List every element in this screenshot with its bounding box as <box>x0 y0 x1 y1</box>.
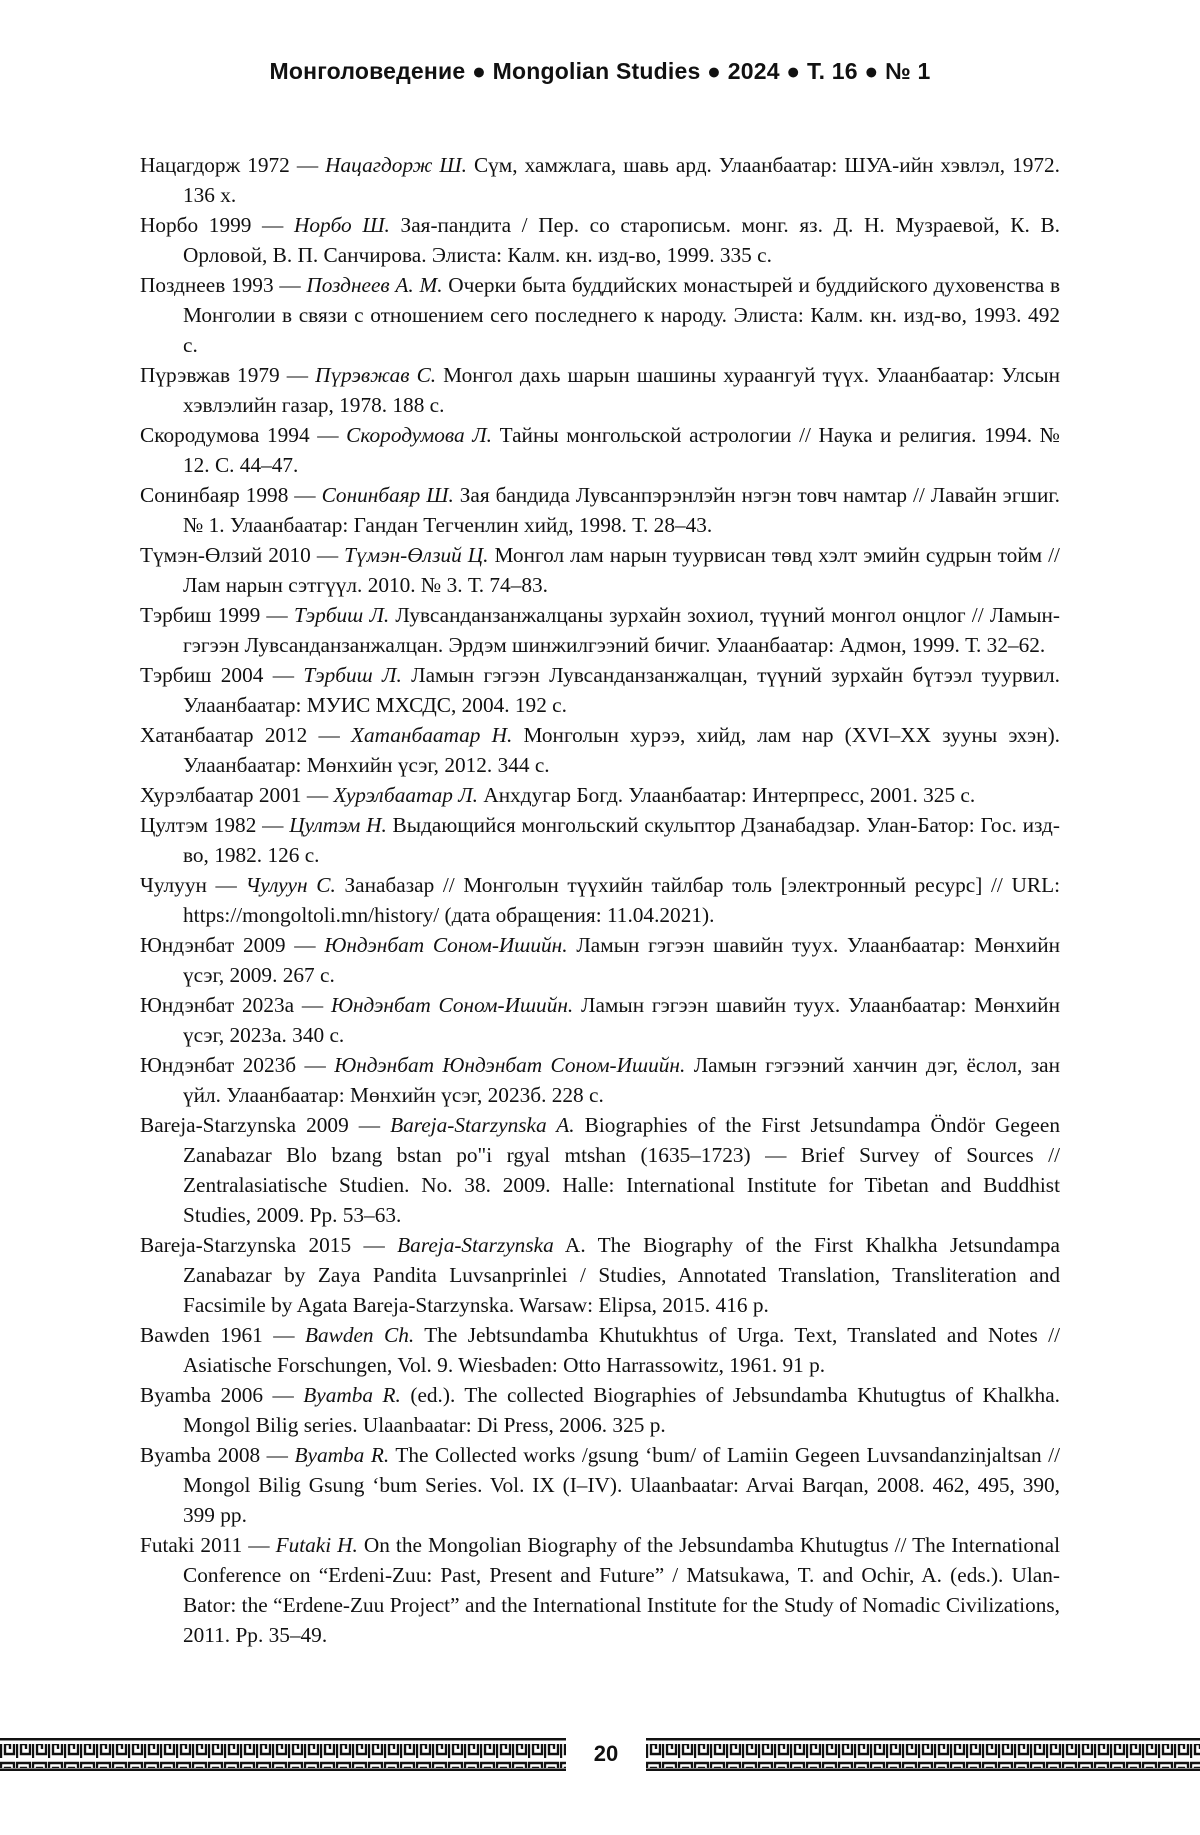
reference-author: Тэрбиш Л. <box>303 663 402 687</box>
reference-key: Bareja-Starzynska 2015 — <box>140 1233 398 1257</box>
reference-text: Ламын гэгээн Лувсанданзанжалцан, түүний зурхайн бүтээл туурвил. Улаанбаатар: МУИС МХСДС, 2004. 192 с. <box>183 663 1061 717</box>
reference-text: Ламын гэгээний ханчин дэг, ёслол, зан үйл. Улаанбаатар: Мөнхийн үсэг, 2023б. 228 с. <box>183 1053 1060 1107</box>
reference-list <box>140 150 1060 1650</box>
reference-author: Юндэнбат Юндэнбат Соном-Ишийн. <box>334 1053 686 1077</box>
reference-key: Пүрэвжав 1979 — <box>140 363 316 387</box>
reference-key: Норбо 1999 — <box>140 213 294 237</box>
reference-text: Тайны монгольской астрологии // Наука и религия. 1994. № 12. С. 44–47. <box>183 423 1060 477</box>
reference-author: Нацагдорж Ш. <box>325 153 467 177</box>
reference-entry <box>140 1320 1060 1380</box>
reference-author: Bawden Ch. <box>304 1323 415 1347</box>
reference-key: Юндэнбат 2009 — <box>140 933 325 957</box>
reference-text: The Collected works /gsung ‘bum/ of Lamiin Gegeen Luvsandanzinjaltsan // Mongol Bilig Gsung ‘bum Series. Vol. IX (I–IV). Ulaanbaatar: Arvai Barqan, 2008. 462, 495, 390, 399 pp. <box>183 1443 1060 1527</box>
reference-entry <box>140 210 1060 270</box>
reference-author: Цултэм Н. <box>289 813 387 837</box>
reference-entry <box>140 1380 1060 1440</box>
reference-text: Монголын хурээ, хийд, лам нар (XVI–XX зууны эхэн). Улаанбаатар: Мөнхийн үсэг, 2012. 344 с. <box>183 723 1060 777</box>
reference-text: Ламын гэгээн шавийн туух. Улаанбаатар: Мөнхийн үсэг, 2023а. 340 с. <box>183 993 1060 1047</box>
reference-entry <box>140 360 1060 420</box>
reference-author: Хатанбаатар Н. <box>350 723 513 747</box>
meander-border-right <box>646 1736 1200 1772</box>
reference-key: Цултэм 1982 — <box>140 813 290 837</box>
reference-key: Хурэлбаатар 2001 — <box>140 783 334 807</box>
reference-entry <box>140 1230 1060 1320</box>
running-head: Монголоведение ● Mongolian Studies ● 2024 ● Т. 16 ● № 1 <box>269 58 931 84</box>
reference-text: Зая-пандита / Пер. со старописьм. монг. яз. Д. Н. Музраевой, К. В. Орловой, В. П. Санчирова. Элиста: Калм. кн. изд-во, 1999. 335 с. <box>183 213 1060 267</box>
reference-entry <box>140 870 1060 930</box>
reference-entry <box>140 1050 1060 1110</box>
reference-text: Занабазар // Монголын түүхийн тайлбар толь [электронный ресурс] // URL: https://mongoltoli.mn/history/ (дата обращения: 11.04.2021). <box>183 873 1060 927</box>
reference-entry <box>140 990 1060 1050</box>
reference-entry <box>140 600 1060 660</box>
reference-author: Byamba R. <box>303 1383 401 1407</box>
reference-key: Скородумова 1994 — <box>140 423 347 447</box>
reference-key: Сонинбаяр 1998 — <box>140 483 322 507</box>
reference-text: Очерки быта буддийских монастырей и буддийского духовенства в Монголии в связи с отношением сего последнего к народу. Элиста: Калм. кн. изд-во, 1993. 492 с. <box>183 273 1060 357</box>
reference-key: Юндэнбат 2023б — <box>140 1053 335 1077</box>
reference-key: Byamba 2006 — <box>140 1383 304 1407</box>
reference-text: Biographies of the First Jetsundampa Öndör Gegeen Zanabazar Blo bzang bstan po"i rgyal mtshan (1635–1723) — Brief Survey of Sources // Zentralasiatische Studien. No. 38. 2009. Halle: International Institute for Tibetan and Buddhist Studies, 2009. Pp. 53–63. <box>183 1113 1060 1227</box>
reference-key: Bareja-Starzynska 2009 — <box>140 1113 391 1137</box>
reference-entry <box>140 720 1060 780</box>
reference-author: Bareja-Starzynska <box>397 1233 554 1257</box>
reference-entry <box>140 810 1060 870</box>
reference-text: Лувсанданзанжалцаны зурхайн зохиол, түүний монгол онцлог // Ламын-гэгээн Лувсанданзанжалцан. Эрдэм шинжилгээний бичиг. Улаанбаатар: Адмон, 1999. Т. 32–62. <box>183 603 1061 657</box>
reference-key: Byamba 2008 — <box>140 1443 295 1467</box>
page-number: 20 <box>593 1741 619 1766</box>
reference-text: Монгол лам нарын туурвисан төвд хэлт эмийн судрын тойм // Лам нарын сэтгүүл. 2010. № 3. Т. 74–83. <box>183 543 1060 597</box>
reference-text: Анхдугар Богд. Улаанбаатар: Интерпресс, 2001. 325 с. <box>478 783 976 807</box>
reference-text: Зая бандида Лувсанпэрэнлэйн нэгэн товч намтар // Лавайн эгшиг. № 1. Улаанбаатар: Гандан Тегченлин хийд, 1998. Т. 28–43. <box>183 483 1061 537</box>
reference-text: Выдающийся монгольский скульптор Дзанабадзар. Улан-Батор: Гос. изд-во, 1982. 126 с. <box>183 813 1060 867</box>
reference-author: Тэрбиш Л. <box>293 603 390 627</box>
reference-key: Bawden 1961 — <box>140 1323 305 1347</box>
reference-text: (ed.). The collected Biographies of Jebsundamba Khutugtus of Khalkha. Mongol Bilig series. Ulaanbaatar: Di Press, 2006. 325 p. <box>183 1383 1060 1437</box>
reference-key: Futaki 2011 — <box>140 1533 276 1557</box>
reference-text: Монгол дахь шарын шашины хураангуй түүх. Улаанбаатар: Улсын хэвлэлийн газар, 1978. 188 с. <box>183 363 1061 417</box>
reference-key: Позднеев 1993 — <box>140 273 307 297</box>
reference-key: Хатанбаатар 2012 — <box>140 723 351 747</box>
reference-author: Юндэнбат Соном-Ишийн. <box>324 933 568 957</box>
reference-key: Тэрбиш 1999 — <box>140 603 294 627</box>
reference-author: Хурэлбаатар Л. <box>333 783 478 807</box>
reference-entry <box>140 660 1060 720</box>
reference-entry <box>140 1530 1060 1650</box>
reference-entry <box>140 780 1060 810</box>
reference-text: Сүм, хамжлага, шавь ард. Улаанбаатар: ШУА-ийн хэвлэл, 1972. 136 х. <box>183 153 1060 207</box>
reference-author: Bareja-Starzynska A. <box>390 1113 575 1137</box>
reference-key: Тэрбиш 2004 — <box>140 663 304 687</box>
reference-key: Түмэн-Өлзий 2010 — <box>140 543 345 567</box>
reference-entry <box>140 1110 1060 1230</box>
reference-author: Futaki H. <box>275 1533 358 1557</box>
reference-entry <box>140 150 1060 210</box>
page-footer <box>0 1736 1200 1772</box>
meander-border-left <box>0 1736 566 1772</box>
reference-key: Юндэнбат 2023а — <box>140 993 331 1017</box>
reference-author: Скородумова Л. <box>346 423 492 447</box>
reference-author: Сонинбаяр Ш. <box>321 483 454 507</box>
reference-text: On the Mongolian Biography of the Jebsundamba Khutugtus // The International Conference on “Erdeni-Zuu: Past, Present and Future” / Matsukawa, T. and Ochir, A. (eds.). Ulan-Bator: the “Erdene-Zuu Project” and the International Institute for the Study of Nomadic Civilizations, 2011. Pp. 35–49. <box>183 1533 1060 1647</box>
reference-text: A. The Biography of the First Khalkha Jetsundampa Zanabazar by Zaya Pandita Luvsanprinlei / Studies, Annotated Translation, Transliteration and Facsimile by Agata Bareja-Starzynska. Warsaw: Elipsa, 2015. 416 p. <box>183 1233 1060 1317</box>
reference-author: Пүрэвжав С. <box>315 363 437 387</box>
reference-entry <box>140 480 1060 540</box>
reference-entry <box>140 420 1060 480</box>
reference-entry <box>140 1440 1060 1530</box>
reference-key: Нацагдорж 1972 — <box>140 153 326 177</box>
reference-text: Ламын гэгээн шавийн туух. Улаанбаатар: Мөнхийн үсэг, 2009. 267 с. <box>183 933 1060 987</box>
reference-author: Түмэн-Өлзий Ц. <box>344 543 489 567</box>
reference-key: Чулуун — <box>140 873 246 897</box>
reference-entry <box>140 930 1060 990</box>
reference-author: Юндэнбат Соном-Ишийн. <box>330 993 574 1017</box>
reference-author: Норбо Ш. <box>293 213 390 237</box>
reference-text: The Jebtsundamba Khutukhtus of Urga. Text, Translated and Notes // Asiatische Forschungen, Vol. 9. Wiesbaden: Otto Harrassowitz, 1961. 91 p. <box>183 1323 1060 1377</box>
reference-author: Чулуун С. <box>245 873 336 897</box>
reference-entry <box>140 540 1060 600</box>
reference-author: Byamba R. <box>294 1443 390 1467</box>
reference-author: Позднеев А. М. <box>306 273 443 297</box>
reference-entry <box>140 270 1060 360</box>
